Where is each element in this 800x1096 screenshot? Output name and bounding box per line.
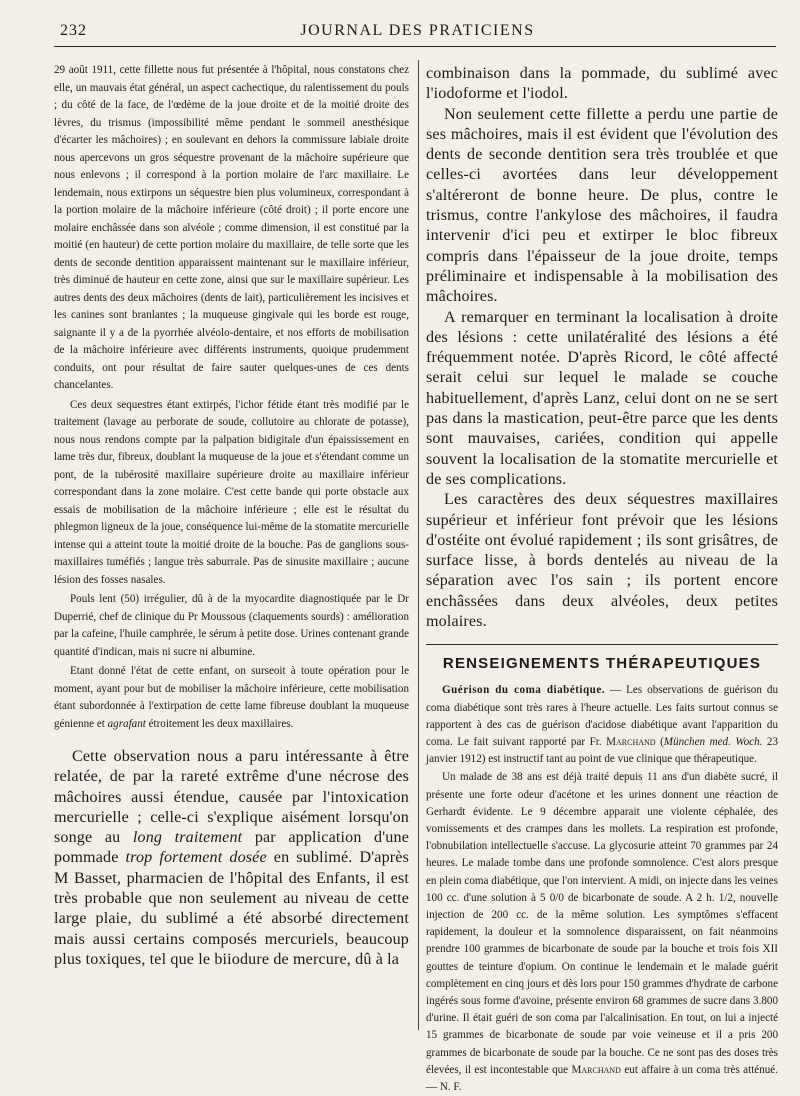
paragraph-case-description: 29 août 1911, cette fillette nous fut présentée à l'hôpital, nous constatons chez elle, un mauvais état général, un aspect cachectique, du ralentissement du pouls ; du côté de la face, de l'œdème de la joue droite et de la moitié droite des lèvres, du trismus (impossibilité même pendant le sommeil anesthésique d'écarter les mâchoires) ; en soulevant en dehors la commissure labiale droite nous apercevons un gros séquestre provenant de la mâchoire supérieure que nous enlevons ; il correspond à la portion molaire de l'arc maxillaire. Le lendemain, nous extirpons un séquestre bien plus volumineux, correspondant à la portion molaire de la mâchoire inférieure (côté droit) ; il porte encore une molaire enchâssée dans son alvéole ; comme dimension, il est constitué par la moitié (en hauteur) de cette portion molaire du maxillaire, de telle sorte que les dents de seconde dentition apparaissent maintenant sur le maxillaire inférieur, très diminué de hauteur en cette zone, ainsi que sur le maxillaire supérieur. Les autres dents des deux mâchoires (dents de lait), particulièrement les incisives et les canines sont branlantes ; la muqueuse gingivale qui les borde est rouge, saignante il y a de la pyorrhée alvéolo-dentaire, et nos efforts de mobilisation de la mâchoire inférieure avec différents instruments, quoique prudemment conduits, ont pour résultat de faire sauter quelques-unes de ces dents chancelantes. [54,64,409,391]
text-span: ( [655,735,664,748]
section-rule [426,644,778,645]
text-span: 23 janvier 1912) est instructif tant au point de vue clinique que thérapeutique. [426,735,779,766]
paragraph-caracteres: Les caractères des deux séquestres maxillaires supérieur et inférieur font prévoir que les lésions d'ostéite ont évolué rapidement ; ils sont grisâtres, de surface lisse, à bords dentelés au niveau de la séparation avec l'os sain ; ils portent encore enchâssées dans deux alvéoles, deux petites molaires. [426,491,778,631]
text-span: étroitement les deux maxillaires. [145,717,294,730]
text-span: en sublimé. D'après M Basset, pharmacien de l'hôpital des Enfants, il est très probable que non seulement au niveau de cette large plaie, du sublimé a été absorbé directement mais aussi certains composés mercuriels, beaucoup plus toxiques, tel que le biiodure de mercure, dû à la [54,849,409,968]
page-header [60,20,775,44]
text-span: eut affaire à un coma très atténué. — N. F. [426,1063,778,1093]
column-divider [418,60,419,1030]
text-span: Cette observation nous a paru intéressante à être relatée, de par la rareté extrême d'une nécrose des mâchoires aussi étendue, causée par l'intoxication mercurielle ; celle-ci s'explique aisément lorsqu'on songe au [54,748,409,847]
bold-lead: Guérison du coma diabétique. [442,684,606,697]
page-number: 232 [60,22,87,39]
author-name: Marchand [571,1063,621,1076]
paragraph-pouls: Pouls lent (50) irrégulier, dû à de la myocardite diagnostiquée par le Dr Duperrié, chef de clinique du Pr Moussous (claquements sourds) : amélioration par la cafeine, l'huile camphrée, le sérum à petite dose. Urines contenant grande quantité d'indican, mais ni sucre ni albumine. [54,593,409,658]
text-span: Etant donné l'état de cette enfant, on surseoit à toute opération pour le moment, ayant pour but de mobiliser la mâchoire inférieure, cette mobilisation étant subordonnée à l'extirpation de cette lame fibreuse doublant la muqueuse génienne et [54,665,409,730]
italic-span: trop fortement dosée [125,849,267,867]
text-span: Un malade de 38 ans est déjà traité depuis 11 ans d'un diabète sucré, il présente une forte odeur d'acétone et les urines donnent une réaction de Gerhardt évidente. Le 9 décembre apparait une violente céphalée, des vomissements et des crampes dans les mollets. La respiration est profonde, l'obnubilation intellectuelle s'accuse. La glycosurie atteint 70 grammes par 24 heures. Le malade tombe dans une profonde somnolence. C'est alors presque en plein coma diabétique, que l'on intervient. A midi, on injecte dans les veines 100 cc. d'une solution à 5 0/0 de bicarbonate de soude. A 2 h. 1/2, nouvelle injection de 200 cc. de la même solution. Les symptômes s'effacent rapidement, la douleur et la somnolence disparaissent, on fait néanmoins prendre 100 grammes de bicarbonate de soude par la bouche et trois fois XII gouttes de teinture d'opium. On continue le lendemain et le malade guérit complètement en cinq jours et dès lors pour 150 grammes d'hydrate de carbone ingérés sous forme d'avoine, présente environ 68 grammes de sucre dans 3.800 d'urine. Il était guéri de son coma par l'alcalinisation. En tout, on lui a injecté 15 grammes de bicarbonate de soude par voie veineuse et il a pris 200 grammes de bicarbonate de soude par la bouche. Ce ne sont pas des doses très élevées, il est incontestable que [426,771,778,1076]
paragraph-observation [54,747,409,970]
header-rule [54,46,776,47]
paragraph-coma-intro [426,682,778,768]
paragraph-localisation: A remarquer en terminant la localisation à droite des lésions : cette unilatéralité des lésions a été fréquemment notée. D'après Ricord, le côté affecté serait celui sur lequel le malade se couche habituellement, d'après Lanz, celui dont on ne se sert pas dans la mastication, peut-être parce que les dents sont mauvaises, cariées, condition qui appelle souvent la localisation de la stomatite mercurielle et de ses complications. [426,308,778,488]
paragraph-combinaison: combinaison dans la pommade, du sublimé avec l'iodoforme et l'iodol. [426,65,778,103]
paragraph-fillette: Non seulement cette fillette a perdu une partie de ses mâchoires, mais il est évident que l'évolution des dents de seconde dentition sera très troublée et que celles-ci avortées dans leur développement s'altéreront de bonne heure. De plus, contre le trismus, contre l'ankylose des mâchoires, il faudra intervenir d'ici peu et extirper le bloc fibreux compris dans l'épaisseur de la joue droite, temps préliminaire et indispensable à la mobilisation des mâchoires. [426,105,778,306]
text-span: — Les observations de guérison du coma diabétique sont très rares à l'heure actuelle. Les faits surtout connus se rapportent à des cas de guérison d'acidose diabétique avant l'apparition du coma. Le fait suivant rapporté par Fr. [426,684,778,748]
paragraph-coma-case [426,769,778,1096]
italic-span: München med. Woch. [663,735,763,748]
author-name: Marchand [606,735,656,748]
italic-span: agrafant [107,717,146,730]
paragraph-etat [54,663,409,733]
paragraph-sequestres: Ces deux sequestres étant extirpés, l'ichor fétide étant très modifié par le traitement (lavage au perborate de soude, collutoire au chlorate de potasse), nous nous rendons compte par la palpation bidigitale d'un épaississement en lame très dur, fibreux, doublant la muqueuse de la joue et s'étendant comme un pont, de la tubérosité maxillaire supérieure droite au maxillaire inférieur correspondant dans la zone molaire. C'est cette bande qui porte obstacle aux essais de mobilisation de la mâchoire inférieure ; elle est le résultat du phlegmon ligneux de la joue, conséquence lui-même de la stomatite mercurielle intense qui a atteint toute la moitié droite de la bouche. Pas de ganglions sous-maxillaires tuméfiés ; langue très saburrale. Pas de sinusite maxillaire ; aucune lésion des fosses nasales. [54,398,409,586]
therapeutics-section [426,682,778,1096]
left-column [54,62,409,970]
italic-span: long traitement [132,829,243,847]
right-column [426,64,778,1096]
section-title: RENSEIGNEMENTS THÉRAPEUTIQUES [442,655,762,673]
text-span: par application d'une pommade [54,829,409,867]
journal-title: JOURNAL DES PRATICIENS [300,22,535,39]
